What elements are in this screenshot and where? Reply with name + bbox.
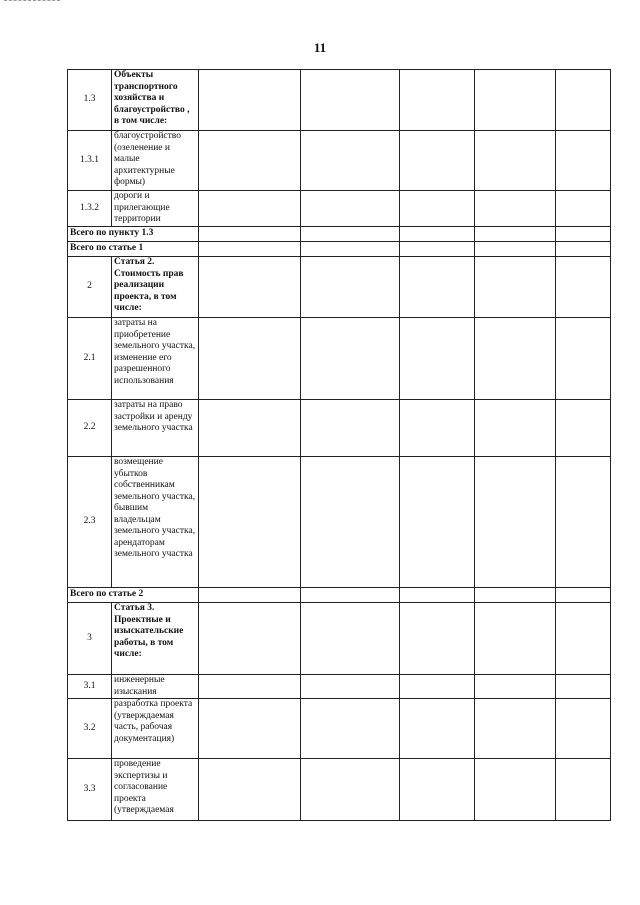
- row-number: 2.1: [68, 318, 112, 400]
- empty-cell: [400, 675, 475, 699]
- empty-cell: [556, 70, 611, 131]
- table-row: [68, 257, 611, 318]
- empty-cell: [301, 242, 400, 257]
- row-number: 3.1: [68, 675, 112, 699]
- empty-cell: [556, 675, 611, 699]
- empty-cell: [199, 457, 301, 588]
- empty-cell: [301, 131, 400, 191]
- empty-cell: [199, 400, 301, 457]
- empty-cell: [400, 603, 475, 675]
- empty-cell: [301, 457, 400, 588]
- empty-cell: [301, 759, 400, 821]
- row-label: Объекты транспортного хозяйства и благоустройство , в том числе:: [112, 70, 199, 131]
- empty-cell: [301, 70, 400, 131]
- row-label: инженерные изыскания: [112, 675, 199, 699]
- empty-cell: [556, 588, 611, 603]
- empty-cell: [199, 588, 301, 603]
- empty-cell: [556, 257, 611, 318]
- empty-cell: [199, 257, 301, 318]
- row-number: 3.3: [68, 759, 112, 821]
- empty-cell: [199, 131, 301, 191]
- row-label: затраты на право застройки и аренду земельного участка: [112, 400, 199, 457]
- empty-cell: [301, 257, 400, 318]
- row-number: 1.3: [68, 70, 112, 131]
- empty-cell: [556, 400, 611, 457]
- total-row: [68, 588, 611, 603]
- total-label: Всего по пункту 1.3: [68, 227, 199, 242]
- table-row: [68, 191, 611, 227]
- empty-cell: [475, 759, 556, 821]
- empty-cell: [400, 242, 475, 257]
- empty-cell: [400, 257, 475, 318]
- row-number: 3: [68, 603, 112, 675]
- empty-cell: [556, 457, 611, 588]
- empty-cell: [400, 699, 475, 759]
- empty-cell: [400, 191, 475, 227]
- page-number: 11: [313, 40, 327, 55]
- empty-cell: [556, 242, 611, 257]
- row-label: Статья 2. Стоимость прав реализации проекта, в том числе:: [112, 257, 199, 318]
- empty-cell: [400, 131, 475, 191]
- empty-cell: [199, 227, 301, 242]
- empty-cell: [199, 191, 301, 227]
- row-number: 2.3: [68, 457, 112, 588]
- empty-cell: [556, 227, 611, 242]
- empty-cell: [475, 400, 556, 457]
- empty-cell: [400, 759, 475, 821]
- empty-cell: [475, 457, 556, 588]
- empty-cell: [199, 603, 301, 675]
- empty-cell: [301, 603, 400, 675]
- empty-cell: [199, 242, 301, 257]
- empty-cell: [400, 400, 475, 457]
- table-row: [68, 400, 611, 457]
- empty-cell: [556, 759, 611, 821]
- table-row: [68, 699, 611, 759]
- empty-cell: [475, 699, 556, 759]
- row-label: возмещение убытков собственникам земельного участка, бывшим владельцам земельного участка, арендаторам земельного участка: [112, 457, 199, 588]
- empty-cell: [301, 699, 400, 759]
- table-row: [68, 131, 611, 191]
- row-label: затраты на приобретение земельного участка, изменение его разрешенного использования: [112, 318, 199, 400]
- row-number: 2.2: [68, 400, 112, 457]
- empty-cell: [301, 400, 400, 457]
- table-row: [68, 675, 611, 699]
- empty-cell: [475, 318, 556, 400]
- empty-cell: [475, 70, 556, 131]
- row-label: разработка проекта (утверждаемая часть, рабочая документация): [112, 699, 199, 759]
- empty-cell: [400, 70, 475, 131]
- table-row: [68, 70, 611, 131]
- table-row: [68, 457, 611, 588]
- empty-cell: [475, 675, 556, 699]
- empty-cell: [301, 227, 400, 242]
- empty-cell: [556, 699, 611, 759]
- empty-cell: [475, 603, 556, 675]
- empty-cell: [400, 457, 475, 588]
- row-label: Статья 3. Проектные и изыскательские работы, в том числе:: [112, 603, 199, 675]
- total-row: [68, 227, 611, 242]
- empty-cell: [400, 588, 475, 603]
- empty-cell: [301, 318, 400, 400]
- row-label: дороги и прилегающие территории: [112, 191, 199, 227]
- total-row: [68, 242, 611, 257]
- total-label: Всего по статье 2: [68, 588, 199, 603]
- scan-corner-mark: [4, 0, 60, 5]
- empty-cell: [475, 227, 556, 242]
- table-row: [68, 603, 611, 675]
- row-number: 1.3.1: [68, 131, 112, 191]
- budget-table-body: [68, 70, 611, 821]
- empty-cell: [400, 227, 475, 242]
- empty-cell: [199, 675, 301, 699]
- empty-cell: [556, 318, 611, 400]
- empty-cell: [475, 588, 556, 603]
- empty-cell: [199, 699, 301, 759]
- row-number: 1.3.2: [68, 191, 112, 227]
- row-number: 2: [68, 257, 112, 318]
- budget-table: [67, 69, 611, 821]
- row-number: 3.2: [68, 699, 112, 759]
- empty-cell: [301, 191, 400, 227]
- empty-cell: [475, 131, 556, 191]
- table-row: [68, 318, 611, 400]
- empty-cell: [301, 588, 400, 603]
- empty-cell: [199, 70, 301, 131]
- empty-cell: [475, 242, 556, 257]
- empty-cell: [199, 318, 301, 400]
- row-label: благоустройство (озеленение и малые архитектурные формы): [112, 131, 199, 191]
- empty-cell: [301, 675, 400, 699]
- empty-cell: [400, 318, 475, 400]
- empty-cell: [556, 191, 611, 227]
- empty-cell: [556, 131, 611, 191]
- row-label: проведение экспертизы и согласование проекта (утверждаемая: [112, 759, 199, 821]
- empty-cell: [199, 759, 301, 821]
- empty-cell: [475, 257, 556, 318]
- empty-cell: [556, 603, 611, 675]
- empty-cell: [475, 191, 556, 227]
- total-label: Всего по статье 1: [68, 242, 199, 257]
- table-row: [68, 759, 611, 821]
